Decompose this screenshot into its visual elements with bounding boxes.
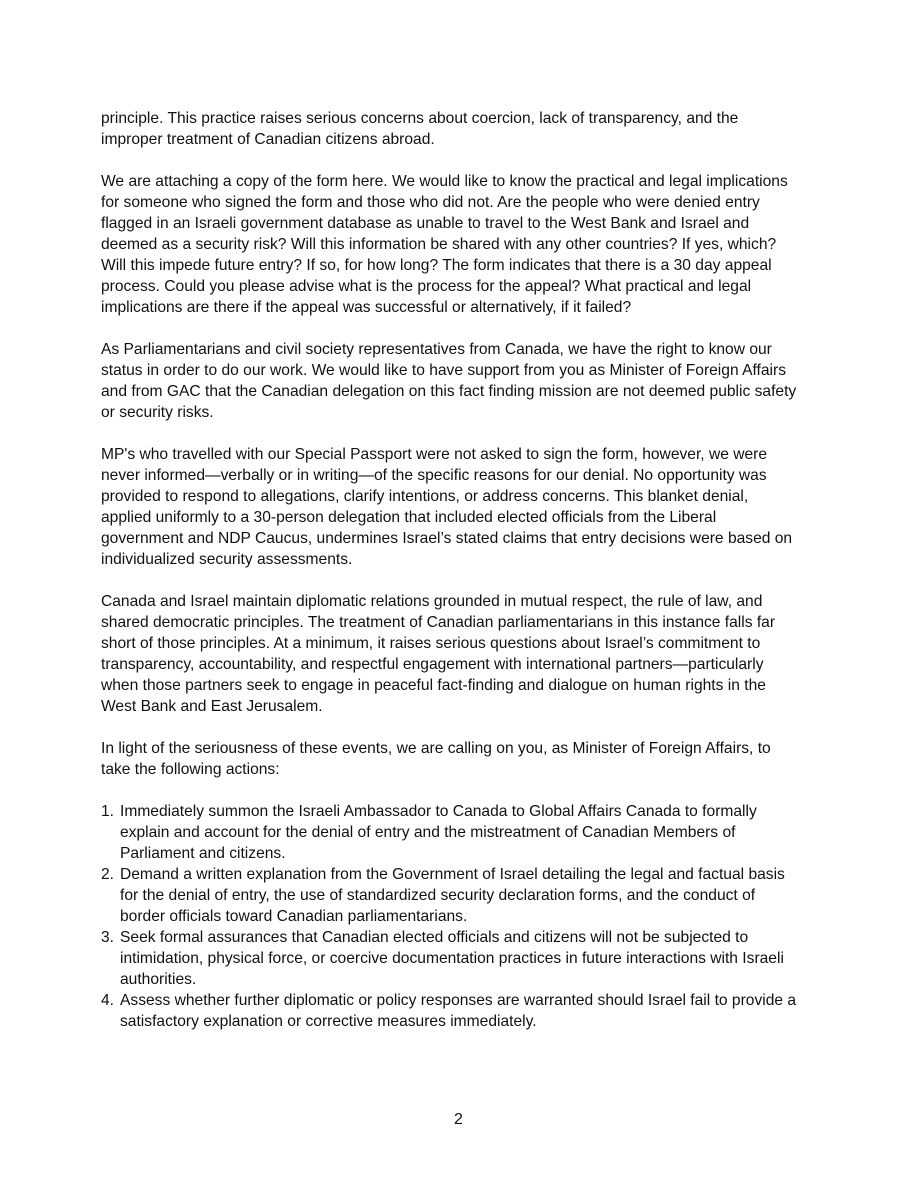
- list-item-text: Assess whether further diplomatic or policy responses are warranted should Israel fail to provide a satisfactory explanation or corrective measures immediately.: [120, 992, 797, 1030]
- list-item-text: Demand a written explanation from the Government of Israel detailing the legal and factual basis for the denial of entry, the use of standardized security declaration forms, and the conduct of border officials toward Canadian parliamentarians.: [120, 866, 785, 925]
- paragraph-call-to-action: In light of the seriousness of these events, we are calling on you, as Minister of Foreign Affairs, to take the following actions:: [101, 740, 771, 778]
- list-item: [101, 864, 801, 927]
- list-item-number: 3.: [101, 929, 115, 946]
- paragraph-right-to-know: As Parliamentarians and civil society representatives from Canada, we have the right to know our status in order to do our work. We would like to have support from you as Minister of Foreign Affairs and from GAC that the Canadian delegation on this fact finding mission are not deemed public safety or security risks.: [101, 341, 797, 421]
- page-number: 2: [454, 1111, 463, 1128]
- paragraph-principle-continuation: principle. This practice raises serious concerns about coercion, lack of transparency, and the improper treatment of Canadian citizens abroad.: [101, 110, 739, 148]
- paragraph-special-passport: MP's who travelled with our Special Passport were not asked to sign the form, however, we were never informed—verbally or in writing—of the specific reasons for our denial. No opportunity was provided to respond to allegations, clarify intentions, or address concerns. This blanket denial, applied uniformly to a 30-person delegation that included elected officials from the Liberal government and NDP Caucus, undermines Israel’s stated claims that entry decisions were based on individualized security assessments.: [101, 446, 793, 568]
- list-item: [101, 801, 801, 864]
- letter-body: [101, 108, 801, 1032]
- paragraph-diplomatic-relations: Canada and Israel maintain diplomatic relations grounded in mutual respect, the rule of law, and shared democratic principles. The treatment of Canadian parliamentarians in this instance falls far short of those principles. At a minimum, it raises serious questions about Israel’s commitment to transparency, accountability, and respectful engagement with international partners—particularly when those partners seek to engage in peaceful fact-finding and dialogue on human rights in the West Bank and East Jerusalem.: [101, 593, 776, 715]
- list-item-number: 4.: [101, 992, 115, 1009]
- list-item-number: 2.: [101, 866, 115, 883]
- paragraph-form-questions: We are attaching a copy of the form here. We would like to know the practical and legal implications for someone who signed the form and those who did not. Are the people who were denied entry flagged in an Israeli government database as unable to travel to the West Bank and Israel and deemed as a security risk? Will this information be shared with any other countries? If yes, which? Will this impede future entry? If so, for how long? The form indicates that there is a 30 day appeal process. Could you please advise what is the process for the appeal? What practical and legal implications are there if the appeal was successful or alternatively, if it failed?: [101, 173, 788, 316]
- list-item-number: 1.: [101, 803, 115, 820]
- list-item: [101, 927, 801, 990]
- list-item: [101, 990, 801, 1032]
- list-item-text: Seek formal assurances that Canadian elected officials and citizens will not be subjected to intimidation, physical force, or coercive documentation practices in future interactions with Israeli authorities.: [120, 929, 784, 988]
- actions-list: [101, 801, 801, 1032]
- list-item-text: Immediately summon the Israeli Ambassador to Canada to Global Affairs Canada to formally explain and account for the denial of entry and the mistreatment of Canadian Members of Parliament and citizens.: [120, 803, 757, 862]
